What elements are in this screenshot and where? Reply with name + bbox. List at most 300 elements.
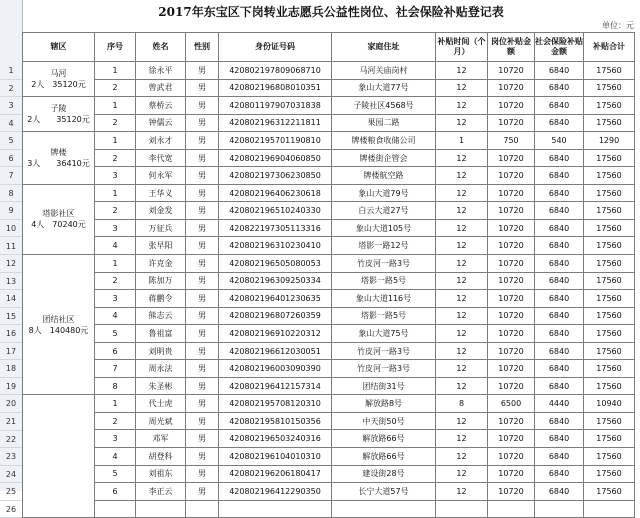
table-row [23, 377, 635, 395]
cell-name[interactable]: 王华义 [136, 184, 186, 202]
cell-gender[interactable]: 男 [186, 167, 219, 185]
cell-seq[interactable]: 1 [95, 395, 136, 413]
row-number[interactable]: 20 [0, 395, 22, 413]
cell-months[interactable] [436, 500, 488, 518]
cell-name[interactable]: 胡登科 [136, 448, 186, 466]
cell-address[interactable]: 象山大道79号 [332, 184, 436, 202]
cell-address[interactable]: 白云大道27号 [332, 202, 436, 220]
cell-gender[interactable]: 男 [186, 377, 219, 395]
row-number[interactable]: 26 [0, 501, 22, 518]
cell-gender[interactable]: 男 [186, 272, 219, 290]
cell-id-number[interactable]: 420802195810150356 [219, 412, 332, 430]
table-row [23, 202, 635, 220]
row-number[interactable]: 16 [0, 325, 22, 343]
table-row [23, 114, 635, 132]
cell-seq[interactable]: 7 [95, 360, 136, 378]
cell-months[interactable]: 12 [436, 325, 488, 343]
cell-months[interactable]: 12 [436, 237, 488, 255]
table-row [23, 500, 635, 518]
cell-address[interactable]: 塔影一路12号 [332, 237, 436, 255]
row-number[interactable]: 10 [0, 220, 22, 238]
cell-total[interactable]: 17560 [584, 430, 635, 448]
table-row [23, 255, 635, 273]
cell-name[interactable]: 张早阳 [136, 237, 186, 255]
cell-insurance-subsidy[interactable]: 6840 [535, 79, 584, 97]
cell-seq[interactable]: 1 [95, 184, 136, 202]
cell-gender[interactable]: 男 [186, 184, 219, 202]
cell-months[interactable]: 12 [436, 219, 488, 237]
cell-months[interactable]: 12 [436, 483, 488, 501]
cell-seq[interactable]: 2 [95, 149, 136, 167]
row-number[interactable]: 18 [0, 360, 22, 378]
cell-address[interactable]: 果园二路 [332, 114, 436, 132]
cell-post-subsidy[interactable]: 10720 [488, 202, 535, 220]
cell-address[interactable]: 塔影一路5号 [332, 307, 436, 325]
cell-total[interactable]: 17560 [584, 465, 635, 483]
cell-insurance-subsidy[interactable] [535, 500, 584, 518]
cell-name[interactable]: 何永军 [136, 167, 186, 185]
cell-months[interactable]: 12 [436, 412, 488, 430]
cell-id-number[interactable]: 420802196412290350 [219, 483, 332, 501]
cell-total[interactable]: 17560 [584, 377, 635, 395]
cell-address[interactable]: 象山大道75号 [332, 325, 436, 343]
header-name[interactable]: 姓名 [136, 33, 186, 62]
cell-insurance-subsidy[interactable]: 6840 [535, 307, 584, 325]
row-number[interactable]: 3 [0, 97, 22, 115]
cell-gender[interactable]: 男 [186, 412, 219, 430]
cell-seq[interactable]: 6 [95, 342, 136, 360]
cell-name[interactable]: 代士虎 [136, 395, 186, 413]
district-cell[interactable]: 子陵 2人 35120元 [23, 97, 95, 132]
cell-insurance-subsidy[interactable]: 6840 [535, 149, 584, 167]
cell-post-subsidy[interactable]: 10720 [488, 97, 535, 115]
district-cell[interactable]: 塔影社区 4人 70240元 [23, 184, 95, 254]
cell-months[interactable]: 8 [436, 395, 488, 413]
cell-address[interactable]: 长宁大道57号 [332, 483, 436, 501]
cell-seq[interactable]: 2 [95, 114, 136, 132]
cell-post-subsidy[interactable]: 750 [488, 132, 535, 150]
district-cell[interactable]: 团结社区 8人 140480元 [23, 255, 95, 395]
cell-id-number[interactable]: 420802196412157314 [219, 377, 332, 395]
cell-address[interactable]: 解放路66号 [332, 448, 436, 466]
cell-address[interactable]: 牌楼街企管会 [332, 149, 436, 167]
cell-total[interactable] [584, 500, 635, 518]
cell-id-number[interactable]: 420802196312211811 [219, 114, 332, 132]
cell-seq[interactable]: 2 [95, 202, 136, 220]
cell-insurance-subsidy[interactable]: 540 [535, 132, 584, 150]
header-row [23, 33, 635, 62]
table-row [23, 325, 635, 343]
row-number[interactable]: 8 [0, 185, 22, 203]
cell-post-subsidy[interactable]: 10720 [488, 483, 535, 501]
cell-id-number[interactable]: 420802196807260359 [219, 307, 332, 325]
cell-address[interactable]: 塔影一路5号 [332, 272, 436, 290]
table-row [23, 149, 635, 167]
cell-total[interactable]: 17560 [584, 360, 635, 378]
cell-insurance-subsidy[interactable]: 6840 [535, 290, 584, 308]
cell-name[interactable]: 熊志云 [136, 307, 186, 325]
cell-seq[interactable]: 4 [95, 237, 136, 255]
cell-id-number[interactable]: 420802196904060850 [219, 149, 332, 167]
cell-insurance-subsidy[interactable]: 6840 [535, 272, 584, 290]
cell-insurance-subsidy[interactable]: 6840 [535, 412, 584, 430]
cell-total[interactable]: 17560 [584, 255, 635, 273]
cell-name[interactable]: 李代宽 [136, 149, 186, 167]
header-id-number[interactable]: 身份证号码 [219, 33, 332, 62]
cell-insurance-subsidy[interactable]: 6840 [535, 219, 584, 237]
cell-seq[interactable]: 1 [95, 62, 136, 80]
cell-seq[interactable]: 3 [95, 167, 136, 185]
row-number[interactable]: 1 [0, 62, 22, 80]
cell-gender[interactable]: 男 [186, 448, 219, 466]
row-number-column [0, 0, 23, 514]
cell-seq[interactable]: 2 [95, 272, 136, 290]
cell-insurance-subsidy[interactable]: 6840 [535, 342, 584, 360]
cell-total[interactable]: 17560 [584, 149, 635, 167]
cell-address[interactable]: 牌楼粮食收储公司 [332, 132, 436, 150]
cell-months[interactable]: 12 [436, 465, 488, 483]
cell-months[interactable]: 12 [436, 184, 488, 202]
cell-total[interactable]: 17560 [584, 219, 635, 237]
cell-gender[interactable]: 男 [186, 325, 219, 343]
cell-id-number[interactable]: 420802196910220312 [219, 325, 332, 343]
cell-post-subsidy[interactable]: 10720 [488, 342, 535, 360]
cell-insurance-subsidy[interactable]: 6840 [535, 377, 584, 395]
cell-post-subsidy[interactable]: 10720 [488, 448, 535, 466]
registration-table [22, 32, 635, 518]
cell-name[interactable]: 鲁祖富 [136, 325, 186, 343]
row-number[interactable]: 13 [0, 273, 22, 291]
cell-months[interactable]: 12 [436, 202, 488, 220]
cell-total[interactable]: 17560 [584, 184, 635, 202]
cell-name[interactable]: 徐永平 [136, 62, 186, 80]
cell-gender[interactable]: 男 [186, 237, 219, 255]
cell-months[interactable]: 12 [436, 342, 488, 360]
cell-seq[interactable] [95, 500, 136, 518]
row-number[interactable]: 7 [0, 167, 22, 185]
cell-name[interactable]: 刘永才 [136, 132, 186, 150]
cell-months[interactable]: 12 [436, 448, 488, 466]
row-number[interactable]: 9 [0, 202, 22, 220]
cell-insurance-subsidy[interactable]: 6840 [535, 62, 584, 80]
header-district[interactable]: 辖区 [23, 33, 95, 62]
table-row [23, 430, 635, 448]
cell-seq[interactable]: 6 [95, 483, 136, 501]
cell-address[interactable]: 团结街31号 [332, 377, 436, 395]
cell-total[interactable]: 17560 [584, 342, 635, 360]
cell-total[interactable]: 17560 [584, 167, 635, 185]
cell-gender[interactable]: 男 [186, 202, 219, 220]
cell-seq[interactable]: 1 [95, 255, 136, 273]
cell-post-subsidy[interactable]: 10720 [488, 465, 535, 483]
row-number[interactable]: 4 [0, 115, 22, 133]
header-seq[interactable]: 序号 [95, 33, 136, 62]
cell-insurance-subsidy[interactable]: 6840 [535, 184, 584, 202]
cell-id-number[interactable]: 420802196505080053 [219, 255, 332, 273]
cell-gender[interactable]: 男 [186, 62, 219, 80]
cell-months[interactable]: 12 [436, 430, 488, 448]
row-number[interactable]: 22 [0, 431, 22, 449]
cell-total[interactable]: 10940 [584, 395, 635, 413]
cell-insurance-subsidy[interactable]: 6840 [535, 114, 584, 132]
cell-name[interactable]: 刘祖东 [136, 465, 186, 483]
cell-address[interactable]: 中天街50号 [332, 412, 436, 430]
cell-id-number[interactable]: 420802196406230618 [219, 184, 332, 202]
cell-id-number[interactable]: 420802196003090390 [219, 360, 332, 378]
cell-seq[interactable]: 4 [95, 448, 136, 466]
header-subsidy-total[interactable]: 补贴合计 [584, 33, 635, 62]
cell-post-subsidy[interactable]: 10720 [488, 62, 535, 80]
row-number[interactable]: 17 [0, 343, 22, 361]
header-post-subsidy[interactable]: 岗位补贴金额 [488, 33, 535, 62]
cell-address[interactable]: 竹皮河一路3号 [332, 342, 436, 360]
cell-post-subsidy[interactable]: 10720 [488, 167, 535, 185]
cell-gender[interactable]: 男 [186, 219, 219, 237]
cell-seq[interactable]: 5 [95, 325, 136, 343]
cell-insurance-subsidy[interactable]: 6840 [535, 97, 584, 115]
cell-total[interactable]: 17560 [584, 62, 635, 80]
cell-months[interactable]: 12 [436, 272, 488, 290]
cell-seq[interactable]: 2 [95, 79, 136, 97]
cell-gender[interactable]: 男 [186, 307, 219, 325]
cell-insurance-subsidy[interactable]: 6840 [535, 167, 584, 185]
row-number[interactable]: 24 [0, 466, 22, 484]
cell-gender[interactable] [186, 500, 219, 518]
cell-gender[interactable]: 男 [186, 114, 219, 132]
row-number[interactable]: 19 [0, 378, 22, 396]
unit-label: 单位：元 [602, 21, 634, 30]
cell-insurance-subsidy[interactable]: 6840 [535, 483, 584, 501]
cell-total[interactable]: 17560 [584, 202, 635, 220]
cell-post-subsidy[interactable]: 10720 [488, 79, 535, 97]
cell-name[interactable]: 陈加万 [136, 272, 186, 290]
cell-insurance-subsidy[interactable]: 6840 [535, 430, 584, 448]
cell-address[interactable]: 解放路8号 [332, 395, 436, 413]
cell-total[interactable]: 17560 [584, 290, 635, 308]
cell-insurance-subsidy[interactable]: 6840 [535, 202, 584, 220]
cell-id-number[interactable]: 420802196309250334 [219, 272, 332, 290]
header-subsidy-months[interactable]: 补贴时间（个月） [436, 33, 488, 62]
cell-months[interactable]: 12 [436, 97, 488, 115]
cell-gender[interactable]: 男 [186, 342, 219, 360]
cell-total[interactable]: 17560 [584, 307, 635, 325]
cell-id-number[interactable] [219, 500, 332, 518]
cell-months[interactable]: 12 [436, 62, 488, 80]
cell-id-number[interactable]: 420822197305113316 [219, 219, 332, 237]
cell-post-subsidy[interactable]: 10720 [488, 377, 535, 395]
cell-post-subsidy[interactable]: 6500 [488, 395, 535, 413]
cell-post-subsidy[interactable]: 10720 [488, 430, 535, 448]
cell-post-subsidy[interactable] [488, 500, 535, 518]
cell-post-subsidy[interactable]: 10720 [488, 219, 535, 237]
cell-id-number[interactable]: 420802195708120310 [219, 395, 332, 413]
cell-name[interactable]: 万征兵 [136, 219, 186, 237]
cell-post-subsidy[interactable]: 10720 [488, 360, 535, 378]
cell-insurance-subsidy[interactable]: 6840 [535, 237, 584, 255]
cell-name[interactable]: 朱圣彬 [136, 377, 186, 395]
row-number[interactable]: 12 [0, 255, 22, 273]
row-number[interactable]: 5 [0, 132, 22, 150]
cell-gender[interactable]: 男 [186, 79, 219, 97]
cell-months[interactable]: 12 [436, 360, 488, 378]
cell-seq[interactable]: 5 [95, 465, 136, 483]
cell-gender[interactable]: 男 [186, 395, 219, 413]
cell-address[interactable]: 象山大道116号 [332, 290, 436, 308]
cell-months[interactable]: 1 [436, 132, 488, 150]
cell-months[interactable]: 12 [436, 167, 488, 185]
cell-name[interactable]: 刘明贵 [136, 342, 186, 360]
cell-seq[interactable]: 8 [95, 377, 136, 395]
cell-post-subsidy[interactable]: 10720 [488, 325, 535, 343]
cell-address[interactable]: 竹皮河一路3号 [332, 255, 436, 273]
cell-id-number[interactable]: 420802197809068710 [219, 62, 332, 80]
cell-post-subsidy[interactable]: 10720 [488, 412, 535, 430]
cell-gender[interactable]: 男 [186, 483, 219, 501]
cell-total[interactable]: 17560 [584, 325, 635, 343]
cell-post-subsidy[interactable]: 10720 [488, 149, 535, 167]
cell-months[interactable]: 12 [436, 114, 488, 132]
cell-gender[interactable]: 男 [186, 430, 219, 448]
cell-gender[interactable]: 男 [186, 97, 219, 115]
cell-post-subsidy[interactable]: 10720 [488, 290, 535, 308]
cell-total[interactable]: 17560 [584, 483, 635, 501]
cell-seq[interactable]: 1 [95, 97, 136, 115]
cell-total[interactable]: 17560 [584, 448, 635, 466]
row-number[interactable]: 25 [0, 483, 22, 501]
table-row [23, 483, 635, 501]
cell-id-number[interactable]: 420802196612030051 [219, 342, 332, 360]
cell-address[interactable]: 牌楼航空路 [332, 167, 436, 185]
header-insurance-subsidy[interactable]: 社会保险补贴金额 [535, 33, 584, 62]
cell-gender[interactable]: 男 [186, 149, 219, 167]
cell-insurance-subsidy[interactable]: 6840 [535, 325, 584, 343]
cell-id-number[interactable]: 420802196503240316 [219, 430, 332, 448]
cell-id-number[interactable]: 420802195701190810 [219, 132, 332, 150]
table-row [23, 272, 635, 290]
cell-total[interactable]: 17560 [584, 237, 635, 255]
cell-name[interactable]: 李正云 [136, 483, 186, 501]
table-row [23, 219, 635, 237]
cell-name[interactable]: 钟儒云 [136, 114, 186, 132]
cell-address[interactable] [332, 500, 436, 518]
cell-name[interactable] [136, 500, 186, 518]
cell-seq[interactable]: 4 [95, 307, 136, 325]
row-number[interactable]: 15 [0, 308, 22, 326]
cell-id-number[interactable]: 420802196310230410 [219, 237, 332, 255]
row-number[interactable]: 11 [0, 238, 22, 256]
table-row [23, 237, 635, 255]
cell-id-number[interactable]: 420801197907031838 [219, 97, 332, 115]
table-row [23, 167, 635, 185]
table-row [23, 290, 635, 308]
cell-address[interactable]: 象山大道77号 [332, 79, 436, 97]
cell-address[interactable]: 建设街28号 [332, 465, 436, 483]
cell-months[interactable]: 12 [436, 255, 488, 273]
cell-address[interactable]: 子陵社区4568号 [332, 97, 436, 115]
cell-months[interactable]: 12 [436, 307, 488, 325]
cell-name[interactable]: 邓军 [136, 430, 186, 448]
cell-name[interactable]: 刘金发 [136, 202, 186, 220]
cell-address[interactable]: 象山大道105号 [332, 219, 436, 237]
cell-name[interactable]: 许克金 [136, 255, 186, 273]
cell-id-number[interactable]: 420802196104010310 [219, 448, 332, 466]
row-number[interactable]: 14 [0, 290, 22, 308]
district-cell[interactable]: 牌楼 3人 36410元 [23, 132, 95, 185]
cell-months[interactable]: 12 [436, 377, 488, 395]
cell-address[interactable]: 解放路66号 [332, 430, 436, 448]
cell-months[interactable]: 12 [436, 290, 488, 308]
cell-total[interactable]: 17560 [584, 272, 635, 290]
cell-name[interactable]: 蒋鹏令 [136, 290, 186, 308]
cell-total[interactable]: 17560 [584, 114, 635, 132]
district-cell[interactable]: 马河 2人 35120元 [23, 62, 95, 97]
cell-post-subsidy[interactable]: 10720 [488, 255, 535, 273]
header-address[interactable]: 家庭住址 [332, 33, 436, 62]
header-gender[interactable]: 性别 [186, 33, 219, 62]
cell-insurance-subsidy[interactable]: 6840 [535, 448, 584, 466]
row-number[interactable]: 6 [0, 150, 22, 168]
row-number[interactable]: 21 [0, 413, 22, 431]
cell-seq[interactable]: 1 [95, 132, 136, 150]
cell-seq[interactable]: 3 [95, 219, 136, 237]
cell-gender[interactable]: 男 [186, 255, 219, 273]
cell-post-subsidy[interactable]: 10720 [488, 307, 535, 325]
cell-gender[interactable]: 男 [186, 132, 219, 150]
cell-insurance-subsidy[interactable]: 6840 [535, 360, 584, 378]
cell-seq[interactable]: 2 [95, 412, 136, 430]
cell-address[interactable]: 马河关庙岗村 [332, 62, 436, 80]
sheet-title: 2017年东宝区下岗转业志愿兵公益性岗位、社会保险补贴登记表 [158, 5, 504, 19]
cell-id-number[interactable]: 420802196510240330 [219, 202, 332, 220]
table-row [23, 465, 635, 483]
row-number[interactable]: 2 [0, 80, 22, 98]
table-row [23, 412, 635, 430]
cell-id-number[interactable]: 420802196401230635 [219, 290, 332, 308]
cell-total[interactable]: 17560 [584, 412, 635, 430]
cell-post-subsidy[interactable]: 10720 [488, 114, 535, 132]
cell-gender[interactable]: 男 [186, 360, 219, 378]
cell-total[interactable]: 17560 [584, 79, 635, 97]
cell-post-subsidy[interactable]: 10720 [488, 272, 535, 290]
cell-post-subsidy[interactable]: 10720 [488, 184, 535, 202]
cell-id-number[interactable]: 420802196206180417 [219, 465, 332, 483]
cell-insurance-subsidy[interactable]: 6840 [535, 465, 584, 483]
cell-gender[interactable]: 男 [186, 290, 219, 308]
cell-total[interactable]: 17560 [584, 97, 635, 115]
district-cell[interactable] [23, 395, 95, 518]
cell-gender[interactable]: 男 [186, 465, 219, 483]
cell-months[interactable]: 12 [436, 149, 488, 167]
table-row [23, 132, 635, 150]
cell-seq[interactable]: 3 [95, 430, 136, 448]
cell-id-number[interactable]: 420802197306230850 [219, 167, 332, 185]
cell-name[interactable]: 周光斌 [136, 412, 186, 430]
cell-address[interactable]: 竹皮河一路3号 [332, 360, 436, 378]
cell-insurance-subsidy[interactable]: 4440 [535, 395, 584, 413]
cell-name[interactable]: 蔡桥云 [136, 97, 186, 115]
table-row [23, 307, 635, 325]
cell-name[interactable]: 周永法 [136, 360, 186, 378]
cell-insurance-subsidy[interactable]: 6840 [535, 255, 584, 273]
cell-name[interactable]: 曾武君 [136, 79, 186, 97]
cell-total[interactable]: 1290 [584, 132, 635, 150]
row-number[interactable]: 23 [0, 448, 22, 466]
cell-months[interactable]: 12 [436, 79, 488, 97]
table-row [23, 360, 635, 378]
cell-id-number[interactable]: 420802196808010351 [219, 79, 332, 97]
cell-seq[interactable]: 3 [95, 290, 136, 308]
cell-post-subsidy[interactable]: 10720 [488, 237, 535, 255]
